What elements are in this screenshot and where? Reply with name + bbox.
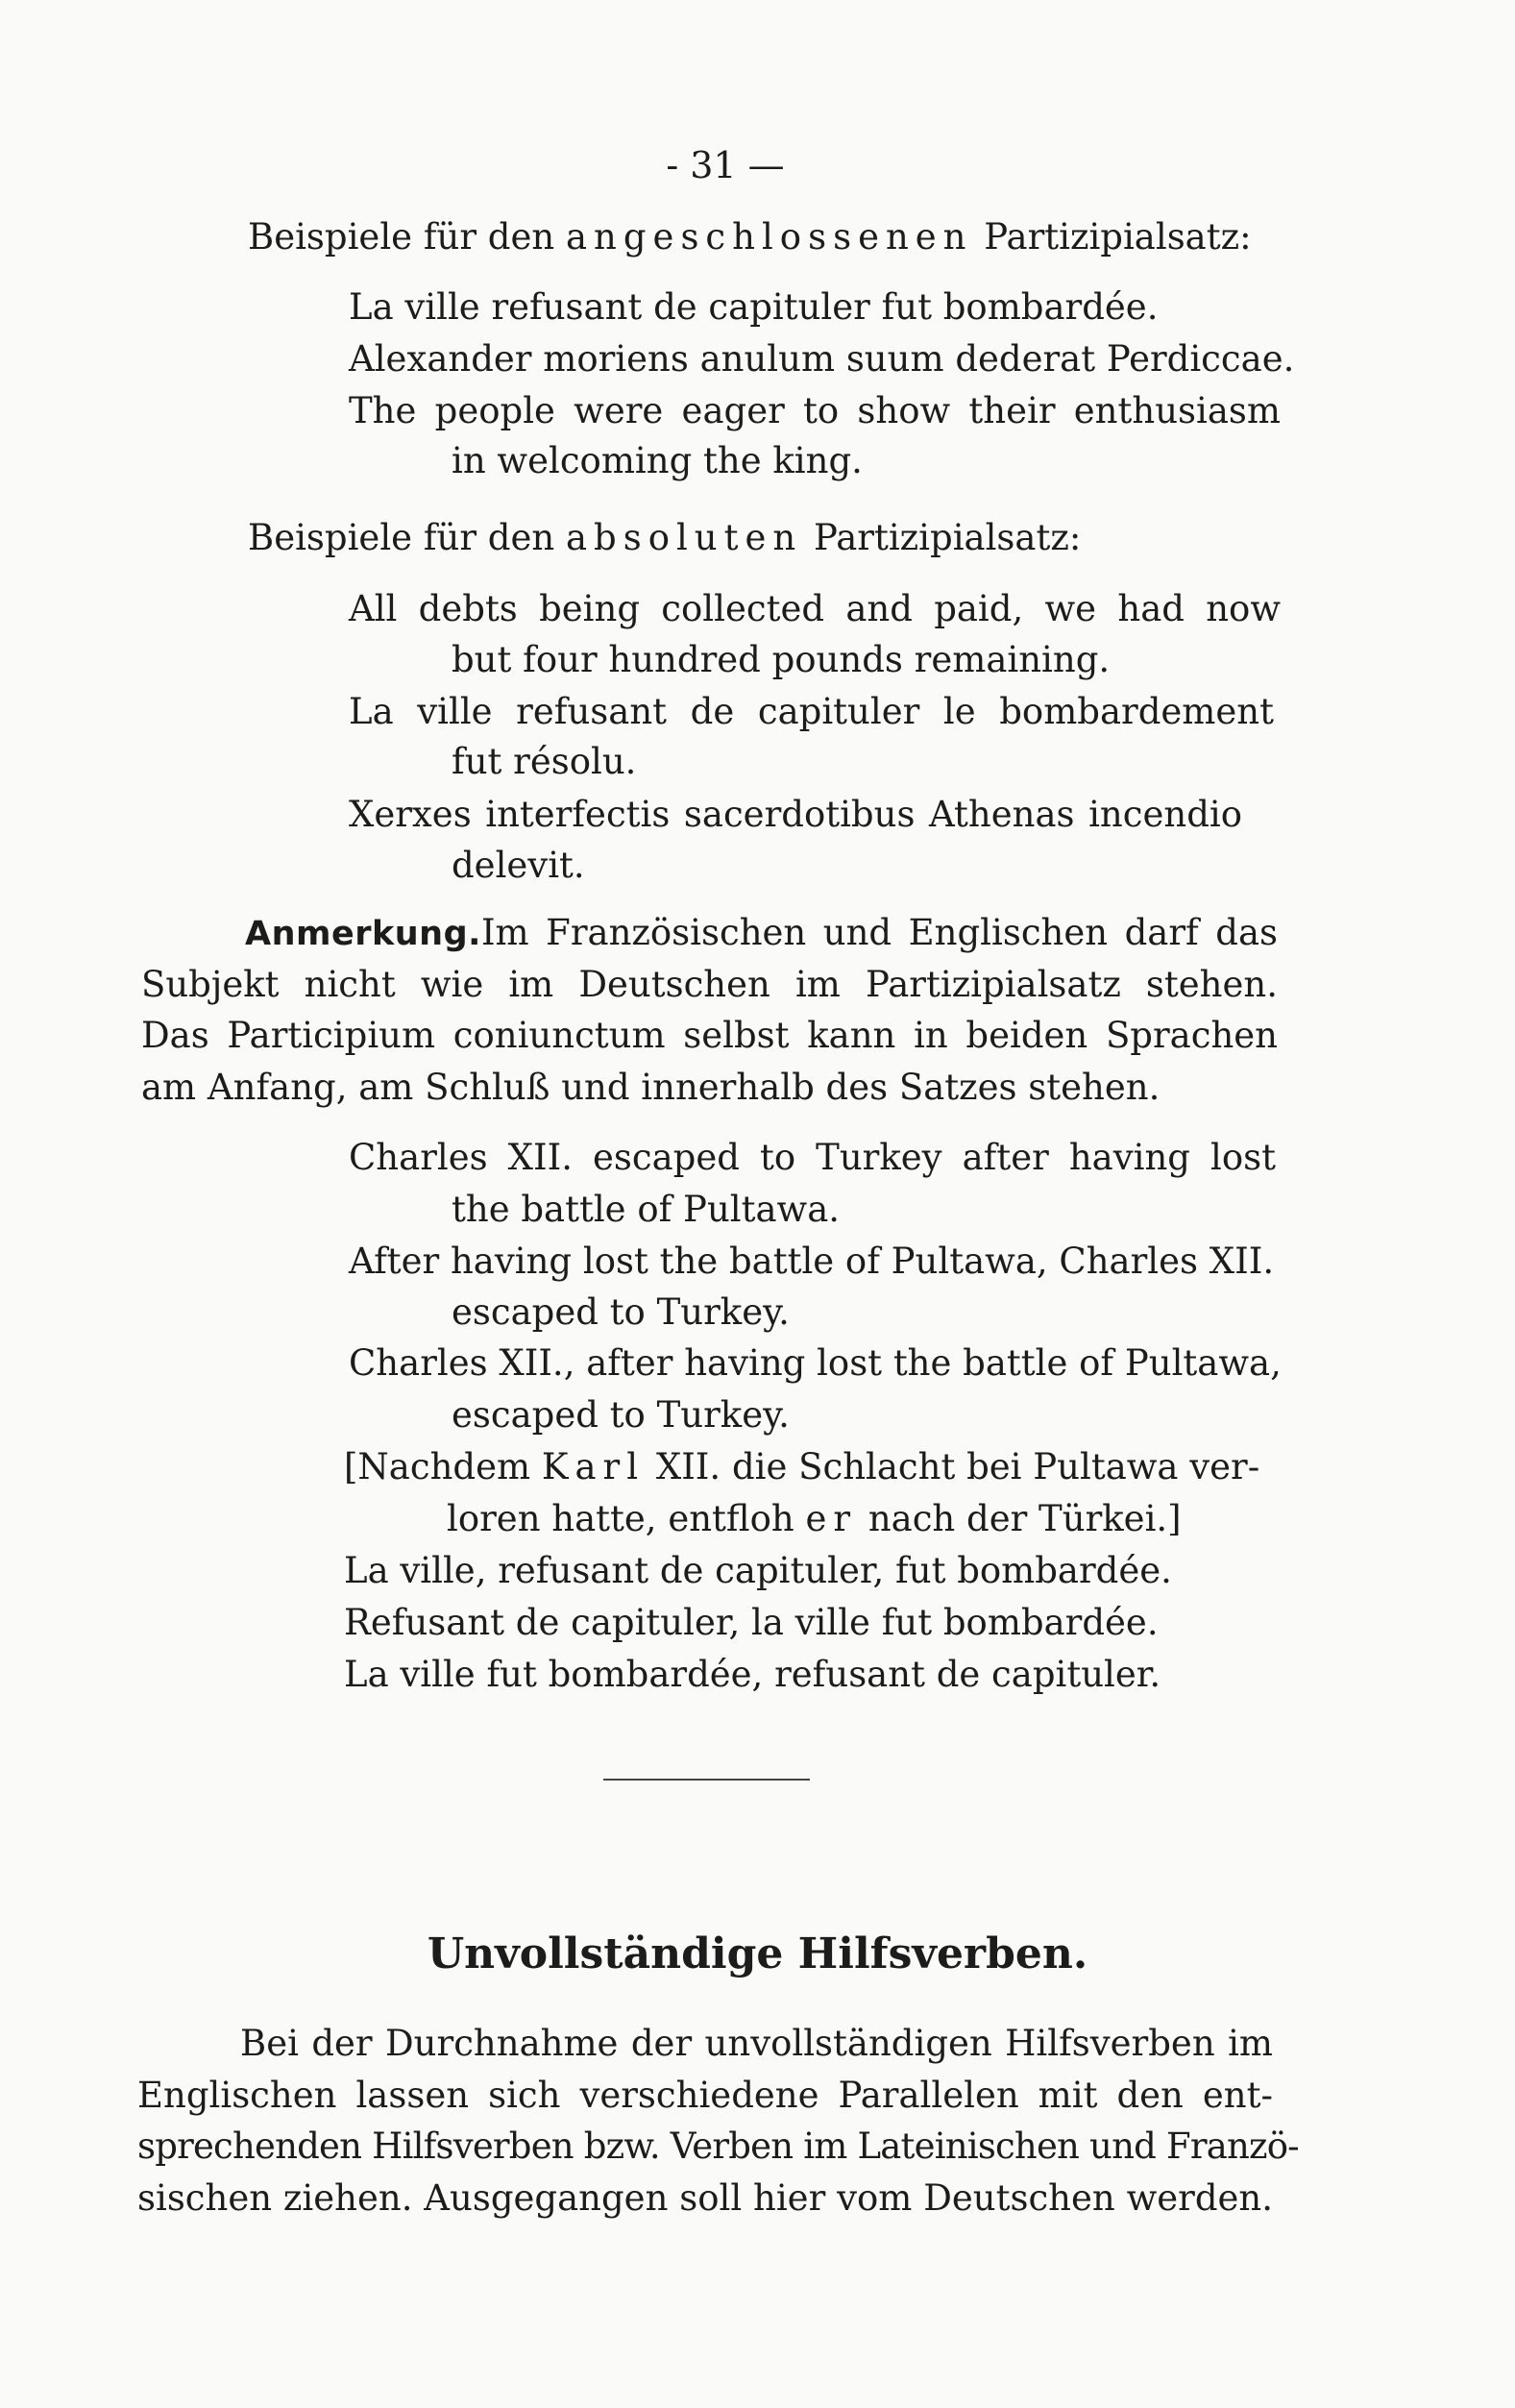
example-line: La ville, refusant de capituler, fut bombardée. <box>344 1550 1172 1591</box>
spaced-term: absoluten <box>565 517 803 558</box>
spaced-term: er <box>805 1498 858 1539</box>
example-line: but four hundred pounds remaining. <box>452 639 1111 680</box>
example-line: escaped to Turkey. <box>452 1291 790 1333</box>
example-line: the battle of Pultawa. <box>452 1189 841 1230</box>
german-line <box>447 1495 1182 1543</box>
paragraph-line: sprechenden Hilfsverben bzw. Verben im Lateinischen und Franzö- <box>137 2125 1299 2167</box>
note-label: Anmerkung. <box>245 915 481 953</box>
spaced-term: angeschlossenen <box>565 216 973 258</box>
example-line: escaped to Turkey. <box>452 1394 790 1436</box>
section-divider <box>603 1779 810 1781</box>
example-line: delevit. <box>452 845 585 886</box>
example-line: in welcoming the king. <box>452 440 863 481</box>
german-text: loren hatte, entfloh <box>447 1498 806 1539</box>
example-line: Alexander moriens anulum suum dederat Perdiccae. <box>349 338 1295 380</box>
section-intro-absoluten <box>248 514 1081 562</box>
intro-text: Beispiele für den <box>248 517 566 558</box>
german-text: XII. die Schlacht bei Pultawa ver- <box>645 1446 1260 1487</box>
example-line: The people were eager to show their enthusiasm <box>349 390 1281 431</box>
note-text: Im Französischen und Englischen darf das <box>480 912 1278 953</box>
note-first-line <box>245 909 1278 958</box>
section-intro-angeschlossenen <box>248 213 1252 261</box>
intro-text: Beispiele für den <box>248 216 566 258</box>
intro-text: Partizipialsatz: <box>802 517 1082 558</box>
paragraph-line: Bei der Durchnahme der unvollständigen Hilfsverben im <box>240 2023 1273 2064</box>
example-line: La ville refusant de capituler le bombardement <box>349 691 1274 732</box>
spaced-term: Karl <box>541 1446 646 1487</box>
page-number: - 31 — <box>666 144 785 186</box>
section-heading: Unvollständige Hilfsverben. <box>427 1929 1088 1978</box>
example-line: All debts being collected and paid, we had now <box>349 588 1281 629</box>
german-text: nach der Türkei.] <box>857 1498 1182 1539</box>
german-line <box>344 1443 1259 1491</box>
paragraph-line: sischen ziehen. Ausgegangen soll hier vom Deutschen werden. <box>137 2177 1273 2219</box>
german-text: [Nachdem <box>344 1446 542 1487</box>
paragraph-line: Englischen lassen sich verschiedene Parallelen mit den ent- <box>137 2075 1273 2116</box>
example-line: fut résolu. <box>452 741 637 782</box>
intro-text: Partizipialsatz: <box>972 216 1252 258</box>
example-line: Charles XII. escaped to Turkey after having lost <box>349 1137 1276 1178</box>
example-line: Xerxes interfectis sacerdotibus Athenas incendio <box>349 794 1242 835</box>
note-line: Subjekt nicht wie im Deutschen im Partizipialsatz stehen. <box>141 964 1278 1005</box>
example-line: Charles XII., after having lost the battle of Pultawa, <box>349 1342 1282 1384</box>
example-line: La ville refusant de capituler fut bombardée. <box>349 286 1159 328</box>
example-line: La ville fut bombardée, refusant de capituler. <box>344 1654 1161 1695</box>
note-line: am Anfang, am Schluß und innerhalb des Satzes stehen. <box>141 1067 1161 1108</box>
example-line: Refusant de capituler, la ville fut bombardée. <box>344 1602 1159 1643</box>
note-line: Das Participium coniunctum selbst kann in beiden Sprachen <box>141 1015 1278 1056</box>
example-line: After having lost the battle of Pultawa, Charles XII. <box>349 1241 1275 1282</box>
